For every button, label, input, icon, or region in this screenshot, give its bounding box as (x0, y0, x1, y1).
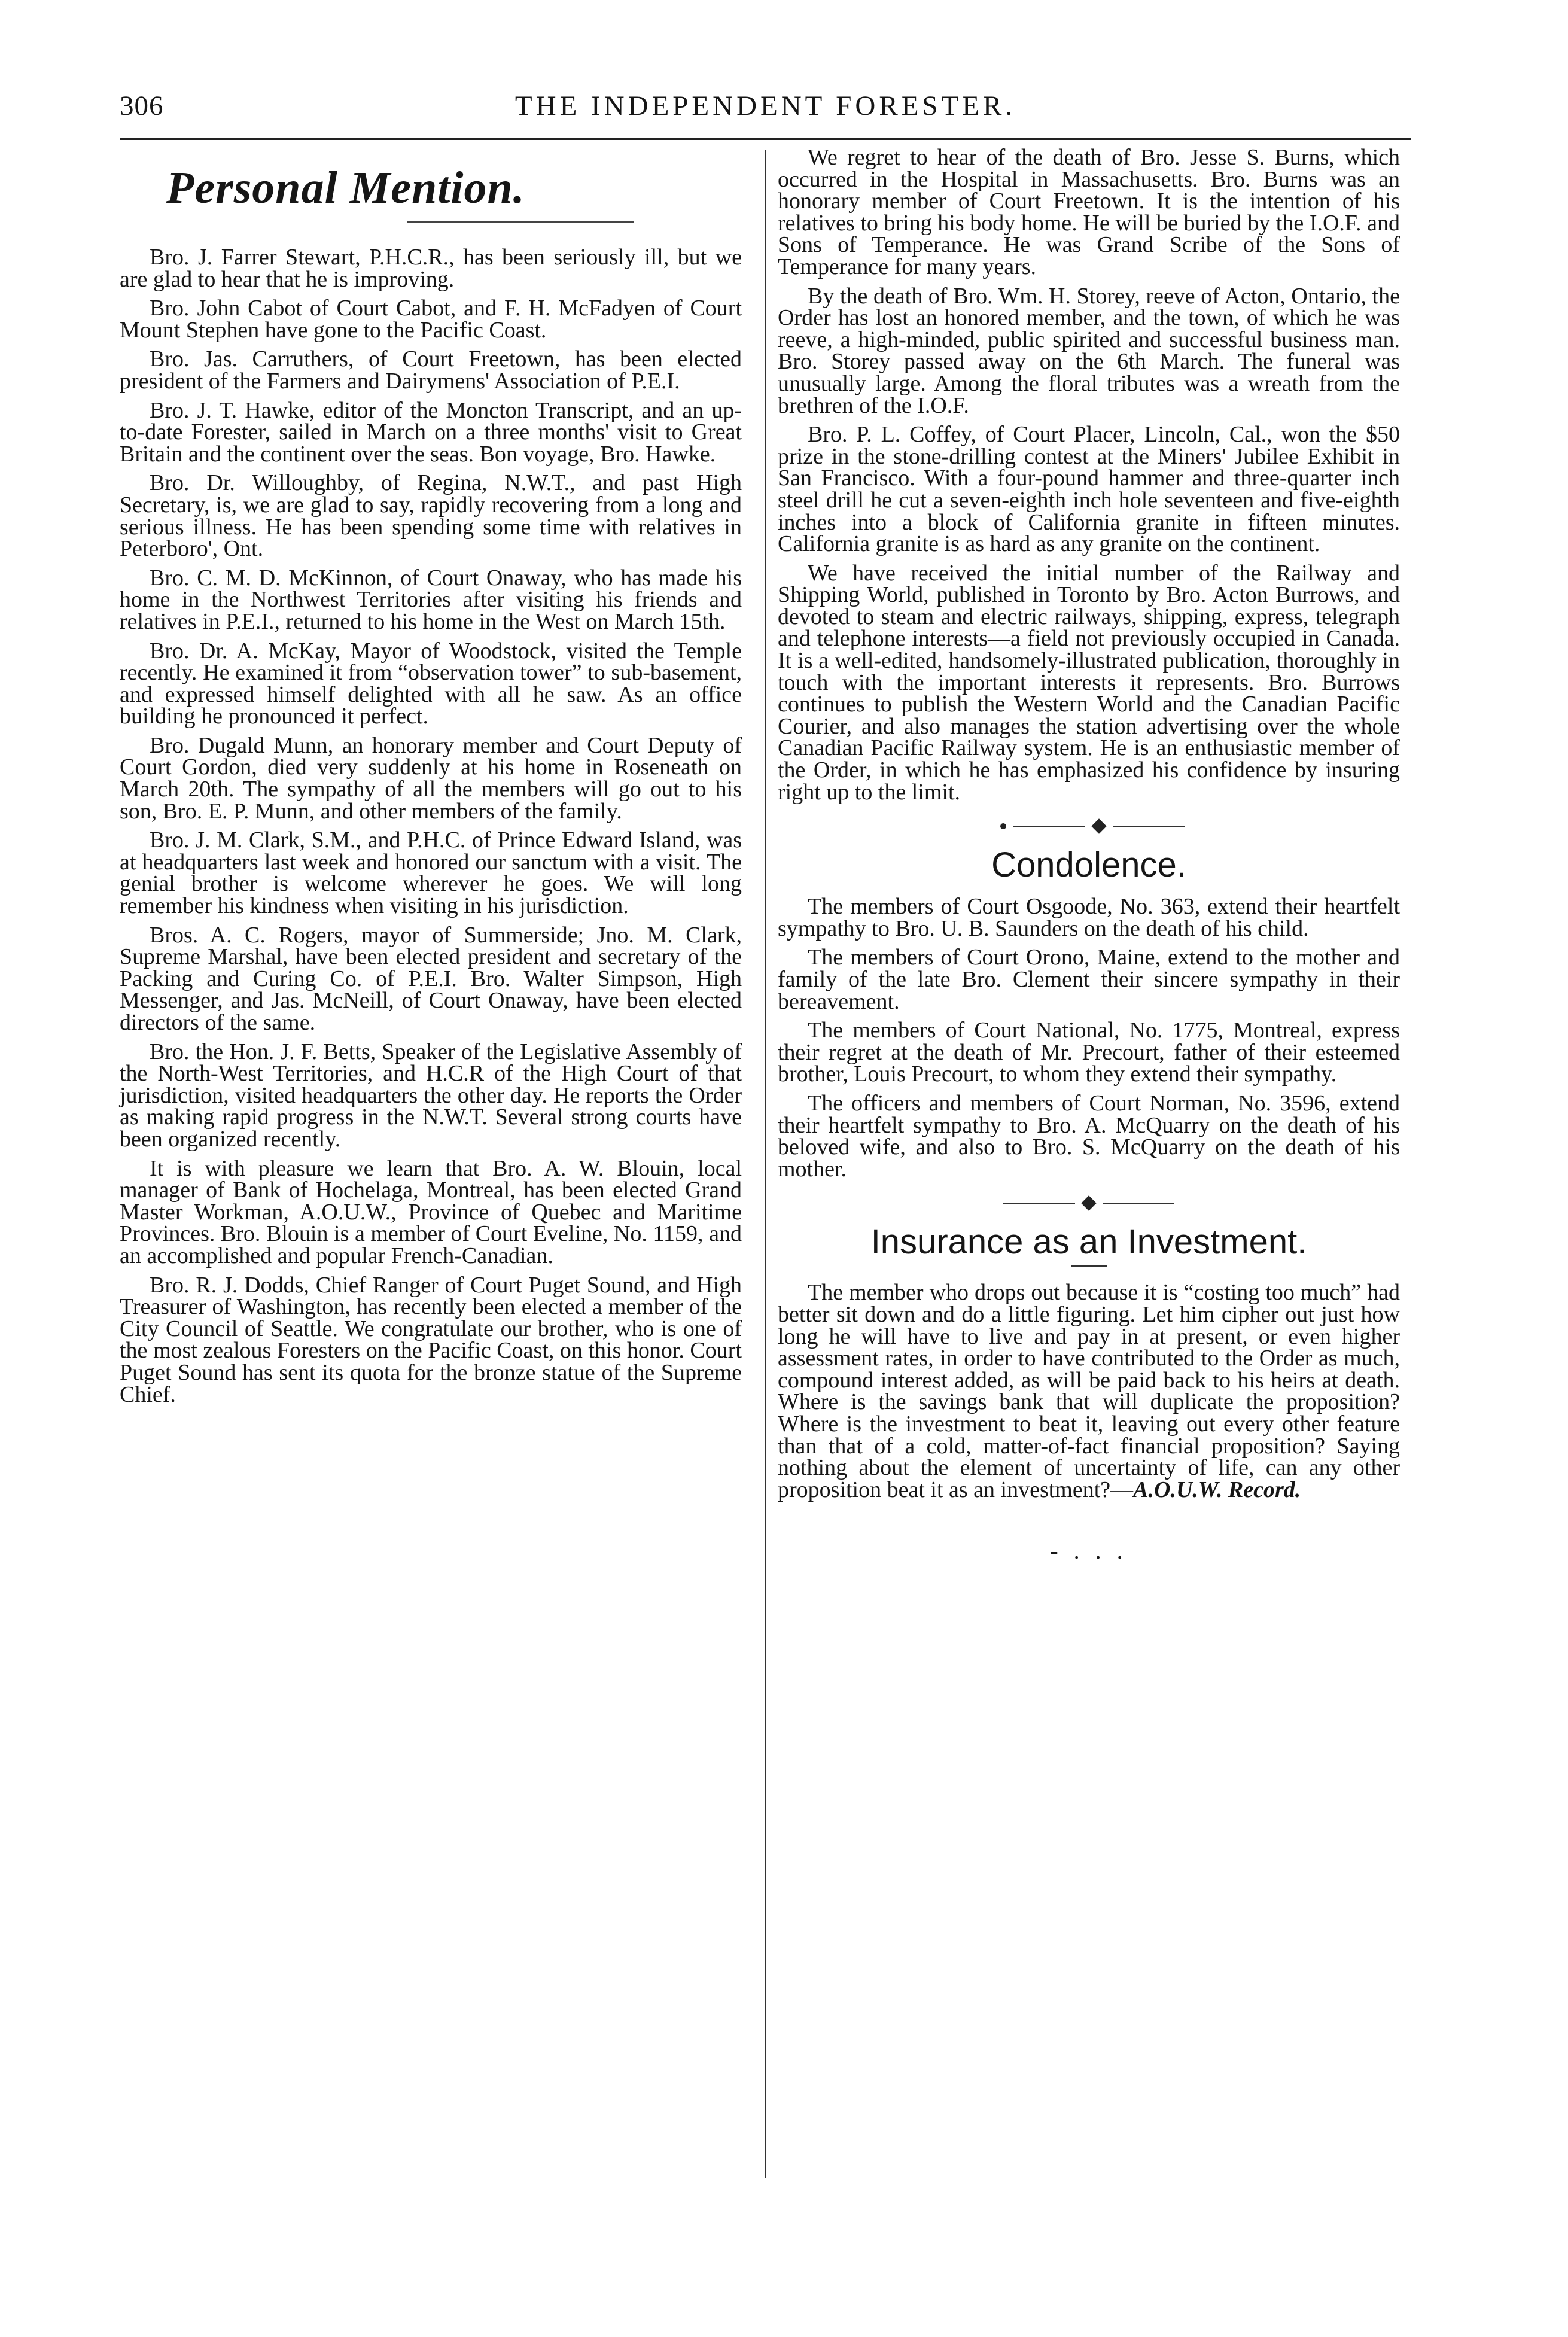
mention-paragraph: Bro. R. J. Dodds, Chief Ranger of Court Puget Sound, and High Treasurer of Washington, has recently been elected a member of the City Council of Seattle. We congratulate our brother, who is one of the most zealous Foresters on the Pacific Coast, on this honor. Court Puget Sound has sent its quota for the bronze statue of the Supreme Chief. (120, 1272, 742, 1407)
mention-paragraph: Bro. the Hon. J. F. Betts, Speaker of the Legislative Assembly of the North-West Territories, and H.C.R of the High Court of that jurisdiction, visited headquarters the other day. He reports the Order as making rapid progress in the N.W.T. Several strong courts have been organized recently. (120, 1039, 742, 1152)
mention-paragraph: Bro. Jas. Carruthers, of Court Freetown, has been elected president of the Farmers and Dairymens' Association of P.E.I. (120, 346, 742, 394)
column-divider (765, 150, 766, 2178)
mention-paragraph: Bro. J. Farrer Stewart, P.H.C.R., has been seriously ill, but we are glad to hear that he is improving. (120, 245, 742, 292)
page-number: 306 (120, 90, 164, 121)
condolence-heading: Condolence. (991, 845, 1186, 885)
divider-diamond (1091, 818, 1106, 833)
condolence-paragraph: The members of Court Orono, Maine, extend to the mother and family of the late Bro. Clement their sincere sympathy in their bereavement. (778, 945, 1400, 1014)
divider-diamond (1081, 1196, 1096, 1211)
mention-paragraph: Bro. Dr. A. McKay, Mayor of Woodstock, visited the Temple recently. He examined it from “observation tower” to sub-basement, and expressed himself delighted with all he saw. As an office building he pronounced it perfect. (120, 638, 742, 729)
mention-paragraph: Bros. A. C. Rogers, mayor of Summerside; Jno. M. Clark, Supreme Marshal, have been elected president and secretary of the Packing and Curing Co. of P.E.I. Bro. Walter Simpson, High Messenger, and Jas. McNeill, of Court Onaway, have been elected directors of the same. (120, 922, 742, 1035)
mention-paragraph: We regret to hear of the death of Bro. Jesse S. Burns, which occurred in the Hospital in Massachusetts. Bro. Burns was an honorary member of Court Freetown. It is the intention of his relatives to bring his body home. He will be buried by the I.O.F. and Sons of Temperance. He was Grand Scribe of the Sons of Temperance for many years. (778, 145, 1400, 279)
heading-rule (1071, 1265, 1107, 1267)
header-rule (120, 138, 1411, 140)
divider-line (1003, 1203, 1075, 1204)
mention-paragraph: Bro. P. L. Coffey, of Court Placer, Lincoln, Cal., won the $50 prize in the stone-drilling contest at the Miners' Jubilee Exhibit in San Francisco. With a four-pound hammer and three-quarter inch steel drill he cut a seven-eighth inch hole seventeen and five-eighth inches into a block of California granite in fifteen minutes. California granite is as hard as any granite on the continent. (778, 422, 1400, 557)
running-head (120, 90, 1411, 132)
mention-paragraph: Bro. J. M. Clark, S.M., and P.H.C. of Prince Edward Island, was at headquarters last week and honored our sanctum with a visit. The genial brother is welcome wherever he goes. We will long remember his kindness when visiting in his jurisdiction. (120, 827, 742, 919)
condolence-paragraph: The officers and members of Court Norman, No. 3596, extend their heartfelt sympathy to Bro. A. McQuarry on the death of his beloved wife, and also to Bro. S. McQuarry on the death of his mother. (778, 1090, 1400, 1182)
divider-line (1103, 1203, 1174, 1204)
mention-paragraph: It is with pleasure we learn that Bro. A. W. Blouin, local manager of Bank of Hochelaga, Montreal, has been elected Grand Master Workman, A.O.U.W., Province of Quebec and Maritime Provinces. Bro. Blouin is a member of Court Eveline, No. 1159, and an accomplished and popular French-Canadian. (120, 1155, 742, 1268)
mention-paragraph: We have received the initial number of the Railway and Shipping World, published in Toronto by Bro. Acton Burrows, and devoted to steam and electric railways, shipping, express, telegraph and telephone interests—a field not previously occupied in Canada. It is a well-edited, handsomely-illustrated publication, thoroughly in touch with the important interests it represents. Bro. Burrows continues to publish the Western World and the Canadian Pacific Courier, and also manages the station advertising over the whole Canadian Pacific Railway system. He is an enthusiastic member of the Order, in which he has emphasized his confidence by insuring right up to the limit. (778, 560, 1400, 805)
end-mark: - . . . (1050, 1537, 1128, 1565)
personal-mention-heading: Personal Mention. (166, 163, 525, 213)
ornament-divider (778, 821, 1400, 832)
mention-paragraph: Bro. John Cabot of Court Cabot, and F. H. McFadyen of Court Mount Stephen have gone to the Pacific Coast. (120, 296, 742, 343)
right-column (778, 147, 1400, 1565)
insurance-heading: Insurance as an Investment. (870, 1222, 1307, 1262)
source-citation: A.O.U.W. Record. (1133, 1477, 1301, 1502)
mention-paragraph: Bro. Dugald Munn, an honorary member and Court Deputy of Court Gordon, died very suddenly at his home in Roseneath on March 20th. The sympathy of all the members will go out to his son, Bro. E. P. Munn, and other members of the family. (120, 732, 742, 824)
heading-rule (407, 221, 634, 223)
condolence-paragraph: The members of Court National, No. 1775, Montreal, express their regret at the death of Mr. Precourt, father of their esteemed brother, Louis Precourt, to whom they extend their sympathy. (778, 1018, 1400, 1087)
divider-dot (1000, 823, 1006, 829)
condolence-paragraph: The members of Court Osgoode, No. 363, extend their heartfelt sympathy to Bro. U. B. Saunders on the death of his child. (778, 894, 1400, 941)
mention-paragraph: By the death of Bro. Wm. H. Storey, reeve of Acton, Ontario, the Order has lost an honored member, and the town, of which he was reeve, a high-minded, public spirited and successful business man. Bro. Storey passed away on the 6th March. The funeral was unusually large. Among the floral tributes was a wreath from the brethren of the I.O.F. (778, 283, 1400, 418)
divider-line (1113, 826, 1185, 827)
insurance-text: The member who drops out because it is “costing too much” had better sit down and do a little figuring. Let him cipher out just how long he will have to live and pay in at present, or even higher assessment rates, in order to have contributed to the Order as much, compound interest added, as will be paid back to his heirs at death. Where is the savings bank that will duplicate the proposition? Where is the investment to beat it, leaving out every other feature than that of a cold, matter-of-fact financial proposition? Saying nothing about the element of uncertainty of life, can any other proposition beat it as an investment?— (778, 1280, 1400, 1502)
left-column (120, 147, 742, 1413)
ornament-divider (778, 1198, 1400, 1209)
journal-title: THE INDEPENDENT FORESTER. (514, 90, 1016, 121)
mention-paragraph: Bro. C. M. D. McKinnon, of Court Onaway, who has made his home in the Northwest Territories after visiting his friends and relatives in P.E.I., returned to his home in the West on March 15th. (120, 565, 742, 634)
mention-paragraph: Bro. Dr. Willoughby, of Regina, N.W.T., and past High Secretary, is, we are glad to say, rapidly recovering from a long and serious illness. He has been spending some time with relatives in Peterboro', Ont. (120, 470, 742, 562)
divider-line (1013, 826, 1085, 827)
insurance-paragraph (778, 1282, 1400, 1501)
mention-paragraph: Bro. J. T. Hawke, editor of the Moncton Transcript, and an up-to-date Forester, sailed in March on a three months' visit to Great Britain and the continent over the seas. Bon voyage, Bro. Hawke. (120, 397, 742, 467)
